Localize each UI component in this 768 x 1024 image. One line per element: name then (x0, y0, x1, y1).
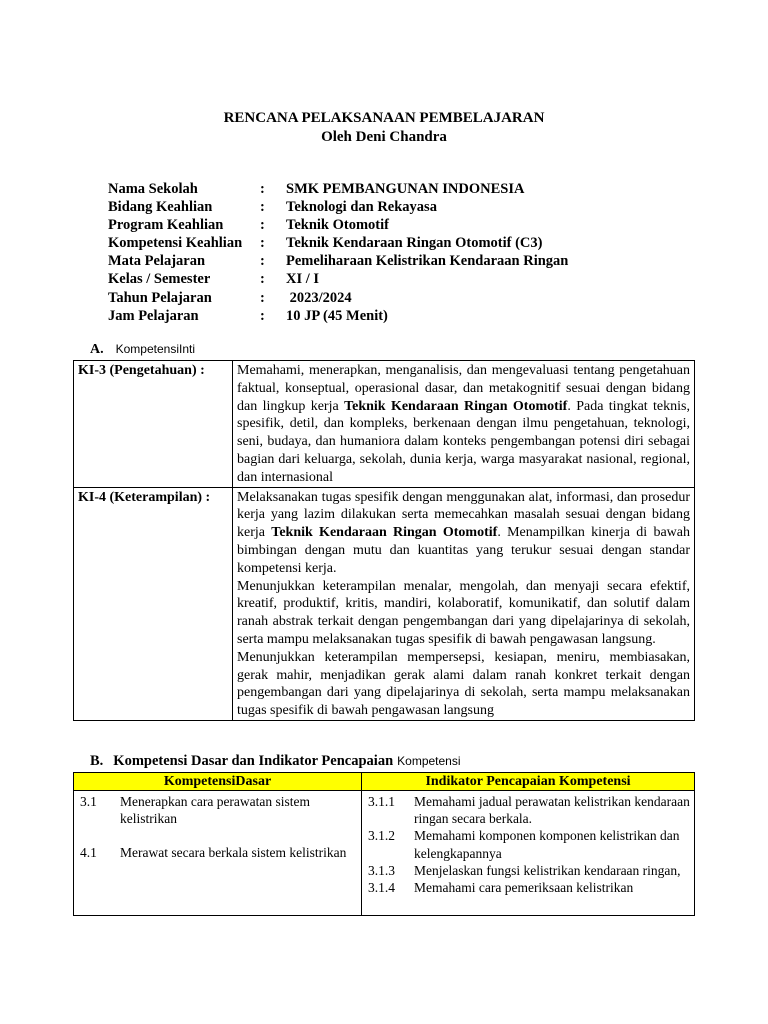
section-a-title: KompetensiInti (115, 342, 196, 356)
ki3-text-pre: Memahami, menerapkan, menganalisis, dan mengevaluasi tentang pengetahuan faktual, konseptual, operasional dasar, dan metakognitif sesuai dengan bidang dan lingkup kerja (237, 363, 690, 414)
ki4-label: KI-4 (Keterampilan) : (74, 487, 233, 720)
ipk-number: 3.1.2 (368, 828, 395, 844)
info-value: Pemeliharaan Kelistrikan Kendaraan Ringan (286, 253, 569, 270)
info-colon: : (260, 235, 265, 252)
ipk-header: Indikator Pencapaian Kompetensi (362, 773, 695, 791)
kd-item (80, 793, 357, 827)
info-value: Teknik Otomotif (286, 217, 389, 234)
kompetensi-inti-table (73, 360, 695, 721)
info-value: Teknologi dan Rekayasa (286, 199, 437, 216)
identity-block (108, 180, 568, 325)
ipk-item (368, 862, 690, 879)
ipk-item (368, 793, 690, 827)
info-value: Teknik Kendaraan Ringan Otomotif (C3) (286, 235, 543, 252)
ipk-number: 3.1.1 (368, 794, 395, 809)
ipk-text: Menjelaskan fungsi kelistrikan kendaraan ringan, (414, 862, 681, 878)
kd-text: Merawat secara berkala sistem kelistrikan (120, 845, 347, 861)
ipk-cell (362, 791, 695, 916)
kd-header: KompetensiDasar (74, 773, 362, 791)
info-row-nama-sekolah (108, 180, 568, 198)
info-colon: : (260, 181, 265, 197)
info-row-kelas-semester (108, 270, 568, 288)
info-colon: : (260, 217, 265, 234)
info-colon: : (260, 307, 265, 324)
info-value: 10 JP (45 Menit) (286, 307, 388, 324)
section-b-title-bold: Kompetensi Dasar dan Indikator Pencapaian (113, 753, 394, 769)
info-row-jam-pelajaran (108, 307, 568, 325)
section-a-letter: A. (90, 342, 104, 357)
info-row-tahun-pelajaran (108, 289, 568, 307)
section-a-heading (90, 342, 195, 358)
info-label: Program Keahlian (108, 217, 224, 234)
kd-table-row (74, 791, 695, 916)
info-label: Kompetensi Keahlian (108, 235, 243, 252)
kd-cell (74, 791, 362, 916)
ipk-item (368, 827, 690, 861)
ki3-text-post: . Pada tingkat teknis, spesifik, detil, dan kompleks, berkenaan dengan ilmu pengetahuan, teknologi, seni, budaya, dan humaniora dalam konteks pengembangan potensi diri sebagai bagian dari keluarga, sekolah, dunia kerja, warga masyarakat nasional, regional, dan internasional (237, 398, 690, 485)
info-colon: : (260, 253, 265, 270)
info-row-kompetensi-keahlian (108, 234, 568, 252)
kd-number: 4.1 (80, 845, 97, 861)
info-value: XI / I (286, 271, 320, 288)
info-value: 2023/2024 (286, 289, 352, 306)
info-colon: : (260, 271, 265, 288)
info-value: SMK PEMBANGUNAN INDONESIA (286, 181, 525, 197)
ki3-row (74, 361, 695, 488)
kd-item (80, 844, 357, 861)
info-row-program-keahlian (108, 216, 568, 234)
ki3-text (233, 361, 695, 488)
kd-ipk-table (73, 772, 695, 916)
ki3-text-bold: Teknik Kendaraan Ringan Otomotif (344, 398, 568, 414)
ki4-paragraph-1 (237, 489, 690, 578)
info-label: Kelas / Semester (108, 271, 211, 288)
info-colon: : (260, 199, 265, 216)
ki4-text (233, 487, 695, 720)
ipk-item (368, 879, 690, 896)
kd-number: 3.1 (80, 794, 97, 809)
ki3-label: KI-3 (Pengetahuan) : (74, 361, 233, 488)
info-label: Jam Pelajaran (108, 307, 199, 324)
ki4-p1-bold: Teknik Kendaraan Ringan Otomotif (271, 525, 498, 541)
info-label: Tahun Pelajaran (108, 289, 212, 306)
section-b-title-rest: Kompetensi (397, 754, 461, 768)
ipk-number: 3.1.4 (368, 880, 395, 896)
document-title: RENCANA PELAKSANAAN PEMBELAJARAN (223, 110, 545, 126)
info-label: Bidang Keahlian (108, 199, 213, 216)
info-row-bidang-keahlian (108, 198, 568, 216)
info-label: Nama Sekolah (108, 181, 198, 197)
document-author: Oleh Deni Chandra (321, 129, 447, 145)
ipk-text: Memahami cara pemeriksaan kelistrikan (414, 880, 634, 896)
info-colon: : (260, 289, 265, 306)
ki4-p1-post: . Menampilkan kinerja di bawah bimbingan dengan mutu dan kuantitas yang terukur sesuai dengan standar kompetensi kerja. (237, 525, 690, 576)
kd-text: Menerapkan cara perawatan sistem kelistrikan (120, 794, 311, 827)
section-b-letter: B. (90, 753, 104, 769)
info-row-mata-pelajaran (108, 252, 568, 270)
ki4-paragraph-3: Menunjukkan keterampilan mempersepsi, kesiapan, meniru, membiasakan, gerak mahir, menjadikan gerak alami dalam ranah konkret terkait dengan pengembangan dari yang dipelajarinya di sekolah, serta mampu melaksanakan tugas spesifik di bawah pengawasan langsung (237, 649, 690, 719)
ki4-paragraph-2: Menunjukkan keterampilan menalar, mengolah, dan menyaji secara efektif, kreatif, produktif, kritis, mandiri, kolaboratif, komunikatif, dan solutif dalam ranah abstrak terkait dengan pengembangan dari yang dipelajarinya di sekolah, serta mampu melaksanakan tugas spesifik di bawah pengawasan langsung. (237, 578, 690, 647)
ki4-row (74, 487, 695, 720)
ipk-text: Memahami jadual perawatan kelistrikan kendaraan ringan secara berkala. (414, 794, 690, 827)
kd-table-header (74, 773, 695, 791)
section-b-heading (90, 753, 461, 770)
ipk-text: Memahami komponen komponen kelistrikan dan kelengkapannya (414, 828, 680, 861)
ki4-p1-pre: Melaksanakan tugas spesifik dengan menggunakan alat, informasi, dan prosedur kerja yang lazim dilakukan serta memecahkan masalah sesuai dengan bidang kerja (237, 489, 690, 541)
info-label: Mata Pelajaran (108, 253, 206, 270)
ipk-number: 3.1.3 (368, 862, 395, 878)
